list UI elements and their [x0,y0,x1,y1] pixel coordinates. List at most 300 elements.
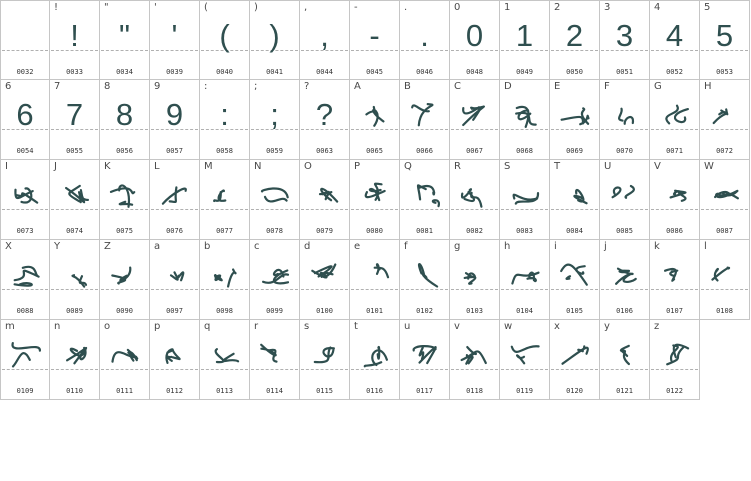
cell-character-label: 4 [654,2,661,13]
cell-codepoint: 0065 [366,147,383,155]
glyph-cell [400,0,450,80]
baseline-divider [301,289,348,290]
cell-character-label: P [354,161,361,172]
cell-codepoint: 0073 [16,227,34,235]
baseline-divider [51,209,98,210]
cell-character-label: S [504,161,511,172]
cell-character-label: 8 [104,81,111,92]
cell-character-label: s [304,321,310,332]
cell-character-label: h [504,241,511,252]
cell-character-label: 1 [504,2,511,13]
glyph-stroke [178,272,183,280]
cell-character-label: J [54,161,57,172]
glyph-cell [650,320,700,400]
script-glyph-drawing [508,99,542,129]
glyph-stroke [626,186,634,198]
glyph-cell [50,160,100,240]
glyph-cell [600,160,650,240]
glyph-preview: ! [70,18,79,53]
cell-character-label: , [304,2,308,13]
cell-codepoint: 0081 [416,227,433,235]
glyph-cell [250,0,300,80]
script-glyph-drawing [9,179,43,209]
cell-character-label: W [704,161,714,172]
script-glyph-drawing [508,339,542,369]
glyph-stroke [377,264,380,274]
glyph-cell [400,320,450,400]
script-glyph-drawing [208,339,242,369]
baseline-divider [101,209,148,210]
glyph-preview: 4 [665,18,684,53]
baseline-divider [701,129,748,130]
baseline-divider [501,209,548,210]
baseline-divider [2,50,48,51]
script-glyph-drawing [458,259,492,289]
script-glyph-drawing [9,339,43,369]
baseline-divider [201,289,248,290]
cell-codepoint: 0039 [166,68,183,76]
glyph-cell [300,80,350,160]
glyph-preview: 5 [715,18,734,53]
cell-codepoint: 0040 [216,68,233,76]
cell-codepoint: 0085 [616,227,633,235]
baseline-divider [451,209,498,210]
glyph-cell [50,80,100,160]
script-glyph-drawing [208,179,242,209]
glyph-cell [200,0,250,80]
glyph-stroke [625,117,633,124]
cell-codepoint: 0075 [116,227,133,235]
cell-character-label: : [204,81,208,92]
baseline-divider [551,129,598,130]
glyph-stroke [171,272,178,279]
cell-character-label: ? [304,81,310,92]
cell-character-label: m [5,321,15,332]
cell-codepoint: 0089 [66,307,83,315]
glyph-cell [350,160,400,240]
cell-codepoint: 0058 [216,147,233,155]
baseline-divider [651,289,698,290]
glyph-cell [550,320,600,400]
cell-codepoint: 0101 [366,307,383,315]
script-glyph-drawing [708,259,742,289]
baseline-divider [651,369,698,370]
cell-character-label: ) [254,2,258,13]
cell-character-label: X [5,241,12,252]
baseline-divider [2,369,48,370]
cell-character-label: 2 [554,2,561,13]
glyph-stroke [378,347,380,359]
cell-codepoint: 0104 [516,307,533,315]
glyph-stroke [420,348,424,360]
glyph-cell [500,240,550,320]
cell-character-label: c [254,241,260,252]
glyph-cell [500,320,550,400]
glyph-preview: " [118,18,130,53]
cell-character-label: H [704,81,712,92]
script-glyph-drawing [58,339,92,369]
script-glyph-drawing [258,259,292,289]
script-glyph-drawing [258,179,292,209]
cell-character-label: i [554,241,557,252]
baseline-divider [551,289,598,290]
cell-codepoint: 0083 [516,227,533,235]
cell-codepoint: 0082 [466,227,483,235]
script-glyph-drawing [408,259,442,289]
glyph-stroke [120,202,132,205]
glyph-stroke [172,350,179,360]
baseline-divider [551,369,598,370]
cell-codepoint: 0103 [466,307,483,315]
script-glyph-drawing [108,339,142,369]
cell-codepoint: 0106 [616,307,633,315]
baseline-divider [651,209,698,210]
glyph-stroke [228,270,235,287]
cell-character-label: b [204,241,211,252]
baseline-divider [351,209,398,210]
cell-codepoint: 0114 [266,387,283,395]
cell-character-label: K [104,161,111,172]
glyph-preview: 1 [515,18,534,53]
glyph-cell [200,160,250,240]
cell-codepoint: 0056 [116,147,133,155]
script-glyph-drawing [9,259,43,289]
script-glyph-drawing [608,339,642,369]
glyph-cell [300,160,350,240]
glyph-cell [250,80,300,160]
glyph-cell [200,320,250,400]
baseline-divider [51,369,98,370]
glyph-cell [400,160,450,240]
cell-character-label: g [454,241,461,252]
script-glyph-drawing [308,259,342,289]
glyph-cell [0,0,50,80]
glyph-cell [300,240,350,320]
cell-codepoint: 0112 [166,387,183,395]
glyph-stroke [433,200,439,206]
glyph-cell [400,80,450,160]
script-glyph-drawing [508,179,542,209]
script-glyph-drawing [458,339,492,369]
cell-character-label: L [154,161,160,172]
glyph-stroke [223,354,238,362]
baseline-divider [451,369,498,370]
glyph-stroke [471,193,481,207]
glyph-preview: 0 [465,18,484,53]
cell-codepoint: 0120 [566,387,583,395]
script-glyph-drawing [358,259,392,289]
glyph-cell [700,80,750,160]
glyph-cell [200,80,250,160]
cell-codepoint: 0099 [266,307,283,315]
cell-character-label: R [454,161,461,172]
script-glyph-drawing [658,179,692,209]
cell-codepoint: 0045 [366,68,383,76]
script-glyph-drawing [558,99,592,129]
cell-codepoint: 0079 [316,227,333,235]
baseline-divider [501,129,548,130]
cell-codepoint: 0076 [166,227,183,235]
cell-character-label: B [404,81,411,92]
cell-codepoint: 0113 [216,387,233,395]
glyph-cell [450,160,500,240]
cell-codepoint: 0066 [416,147,433,155]
glyph-stroke [419,186,434,194]
cell-codepoint: 0048 [466,68,483,76]
glyph-cell [700,0,750,80]
cell-codepoint: 0119 [516,387,533,395]
cell-character-label: z [654,321,660,332]
baseline-divider [601,289,648,290]
glyph-cell [100,160,150,240]
baseline-divider [151,369,198,370]
script-glyph-drawing [658,339,692,369]
cell-codepoint: 0107 [666,307,683,315]
cell-codepoint: 0115 [316,387,333,395]
baseline-divider [51,289,98,290]
cell-codepoint: 0074 [66,227,83,235]
glyph-cell [250,240,300,320]
cell-character-label: U [604,161,612,172]
cell-codepoint: 0086 [666,227,683,235]
baseline-divider [101,369,148,370]
cell-character-label: j [604,241,607,252]
baseline-divider [601,209,648,210]
script-glyph-drawing [358,99,392,129]
glyph-cell [600,0,650,80]
cell-character-label: I [5,161,8,172]
script-glyph-drawing [158,259,192,289]
glyph-stroke [13,343,40,351]
glyph-stroke [262,188,288,197]
glyph-stroke [562,117,583,124]
cell-character-label: V [654,161,661,172]
glyph-cell [100,0,150,80]
glyph-cell [650,240,700,320]
cell-codepoint: 0032 [16,68,34,76]
glyph-stroke [567,276,570,279]
cell-character-label: d [304,241,311,252]
glyph-cell [200,240,250,320]
glyph-stroke [517,355,524,363]
cell-character-label: t [354,321,358,332]
cell-character-label: q [204,321,211,332]
script-glyph-drawing [308,339,342,369]
cell-character-label: e [354,241,361,252]
baseline-divider [601,129,648,130]
cell-codepoint: 0090 [116,307,133,315]
cell-codepoint: 0063 [316,147,333,155]
cell-character-label: Y [54,241,61,252]
glyph-cell [150,0,200,80]
glyph-cell [650,80,700,160]
cell-character-label: y [604,321,610,332]
glyph-cell [0,160,50,240]
cell-character-label: " [104,2,109,13]
glyph-cell [650,160,700,240]
script-glyph-drawing [58,259,92,289]
glyph-cell [350,240,400,320]
cell-character-label: 5 [704,2,711,13]
baseline-divider [251,289,298,290]
cell-codepoint: 0057 [166,147,183,155]
glyph-cell [600,80,650,160]
cell-character-label: D [504,81,512,92]
cell-character-label: O [304,161,312,172]
cell-character-label: x [554,321,560,332]
glyph-preview: 9 [165,97,184,132]
glyph-cell [150,240,200,320]
script-glyph-drawing [658,99,692,129]
cell-character-label: 3 [604,2,611,13]
cell-codepoint: 0071 [666,147,683,155]
cell-character-label: 6 [5,81,12,92]
baseline-divider [551,209,598,210]
baseline-divider [251,209,298,210]
glyph-cell [600,320,650,400]
cell-character-label: r [254,321,259,332]
glyph-cell [550,80,600,160]
glyph-cell [400,240,450,320]
script-glyph-drawing [458,99,492,129]
glyph-preview: 3 [615,18,634,53]
baseline-divider [501,289,548,290]
glyph-preview: 2 [565,18,584,53]
glyph-cell [100,240,150,320]
baseline-divider [301,369,348,370]
glyph-cell [150,320,200,400]
cell-character-label: l [704,241,707,252]
cell-codepoint: 0087 [716,227,733,235]
baseline-divider [451,289,498,290]
cell-character-label: F [604,81,610,92]
cell-character-label: A [354,81,361,92]
cell-codepoint: 0034 [116,68,133,76]
cell-codepoint: 0122 [666,387,683,395]
cell-codepoint: 0121 [616,387,633,395]
script-glyph-drawing [608,259,642,289]
cell-codepoint: 0077 [216,227,233,235]
baseline-divider [401,369,448,370]
baseline-divider [651,129,698,130]
glyph-stroke [613,188,621,198]
glyph-stroke [514,195,538,200]
baseline-divider [601,369,648,370]
cell-codepoint: 0110 [66,387,83,395]
cell-character-label: ! [54,2,59,13]
cell-character-label: u [404,321,411,332]
cell-codepoint: 0100 [316,307,333,315]
glyph-stroke [111,188,134,193]
glyph-stroke [315,348,331,363]
cell-codepoint: 0050 [566,68,583,76]
cell-codepoint: 0051 [616,68,633,76]
glyph-cell [450,0,500,80]
glyph-cell [250,160,300,240]
cell-codepoint: 0033 [66,68,83,76]
baseline-divider [351,369,398,370]
baseline-divider [451,129,498,130]
baseline-divider [151,209,198,210]
cell-codepoint: 0102 [416,307,433,315]
script-glyph-drawing [708,99,742,129]
baseline-divider [701,209,748,210]
glyph-stroke [366,107,377,116]
cell-codepoint: 0118 [466,387,483,395]
cell-codepoint: 0067 [466,147,483,155]
glyph-cell [350,0,400,80]
cell-codepoint: 0097 [166,307,183,315]
script-glyph-drawing [608,179,642,209]
cell-codepoint: 0080 [366,227,383,235]
cell-codepoint: 0070 [616,147,633,155]
baseline-divider [151,289,198,290]
baseline-divider [501,369,548,370]
script-glyph-drawing [558,259,592,289]
baseline-divider [201,209,248,210]
script-glyph-drawing [108,179,142,209]
glyph-cell [0,240,50,320]
baseline-divider [2,209,48,210]
glyph-cell [100,80,150,160]
glyph-cell [500,0,550,80]
cell-character-label: o [104,321,111,332]
glyph-stroke [619,109,622,121]
script-glyph-drawing [408,339,442,369]
cell-codepoint: 0111 [116,387,133,395]
script-glyph-drawing [608,99,642,129]
cell-character-label: Z [104,241,111,252]
glyph-cell [650,0,700,80]
glyph-preview: ? [315,97,334,132]
glyph-stroke [423,274,437,286]
baseline-divider [2,289,48,290]
cell-character-label: p [154,321,161,332]
cell-codepoint: 0116 [366,387,383,395]
script-glyph-drawing [158,179,192,209]
cell-codepoint: 0072 [716,147,733,155]
script-glyph-drawing [408,99,442,129]
glyph-preview: 7 [65,97,84,132]
baseline-divider [351,129,398,130]
baseline-divider [301,209,348,210]
glyph-preview: ( [219,18,230,53]
baseline-divider [251,369,298,370]
cell-character-label: k [654,241,660,252]
cell-codepoint: 0052 [666,68,683,76]
cell-character-label: n [54,321,61,332]
cell-character-label: M [204,161,213,172]
script-glyph-drawing [458,179,492,209]
cell-codepoint: 0049 [516,68,533,76]
cell-character-label: G [654,81,662,92]
cell-character-label: 9 [154,81,161,92]
glyph-preview: : [220,97,229,132]
baseline-divider [401,209,448,210]
glyph-stroke [15,283,32,286]
glyph-stroke [528,278,536,281]
cell-character-label: 7 [54,81,61,92]
script-glyph-drawing [58,179,92,209]
glyph-preview: ' [171,18,178,53]
cell-character-label: f [404,241,408,252]
script-glyph-drawing [558,339,592,369]
cell-character-label: ( [204,2,208,13]
glyph-cell [300,0,350,80]
baseline-divider [101,289,148,290]
glyph-cell [50,0,100,80]
glyph-preview: - [369,18,380,53]
